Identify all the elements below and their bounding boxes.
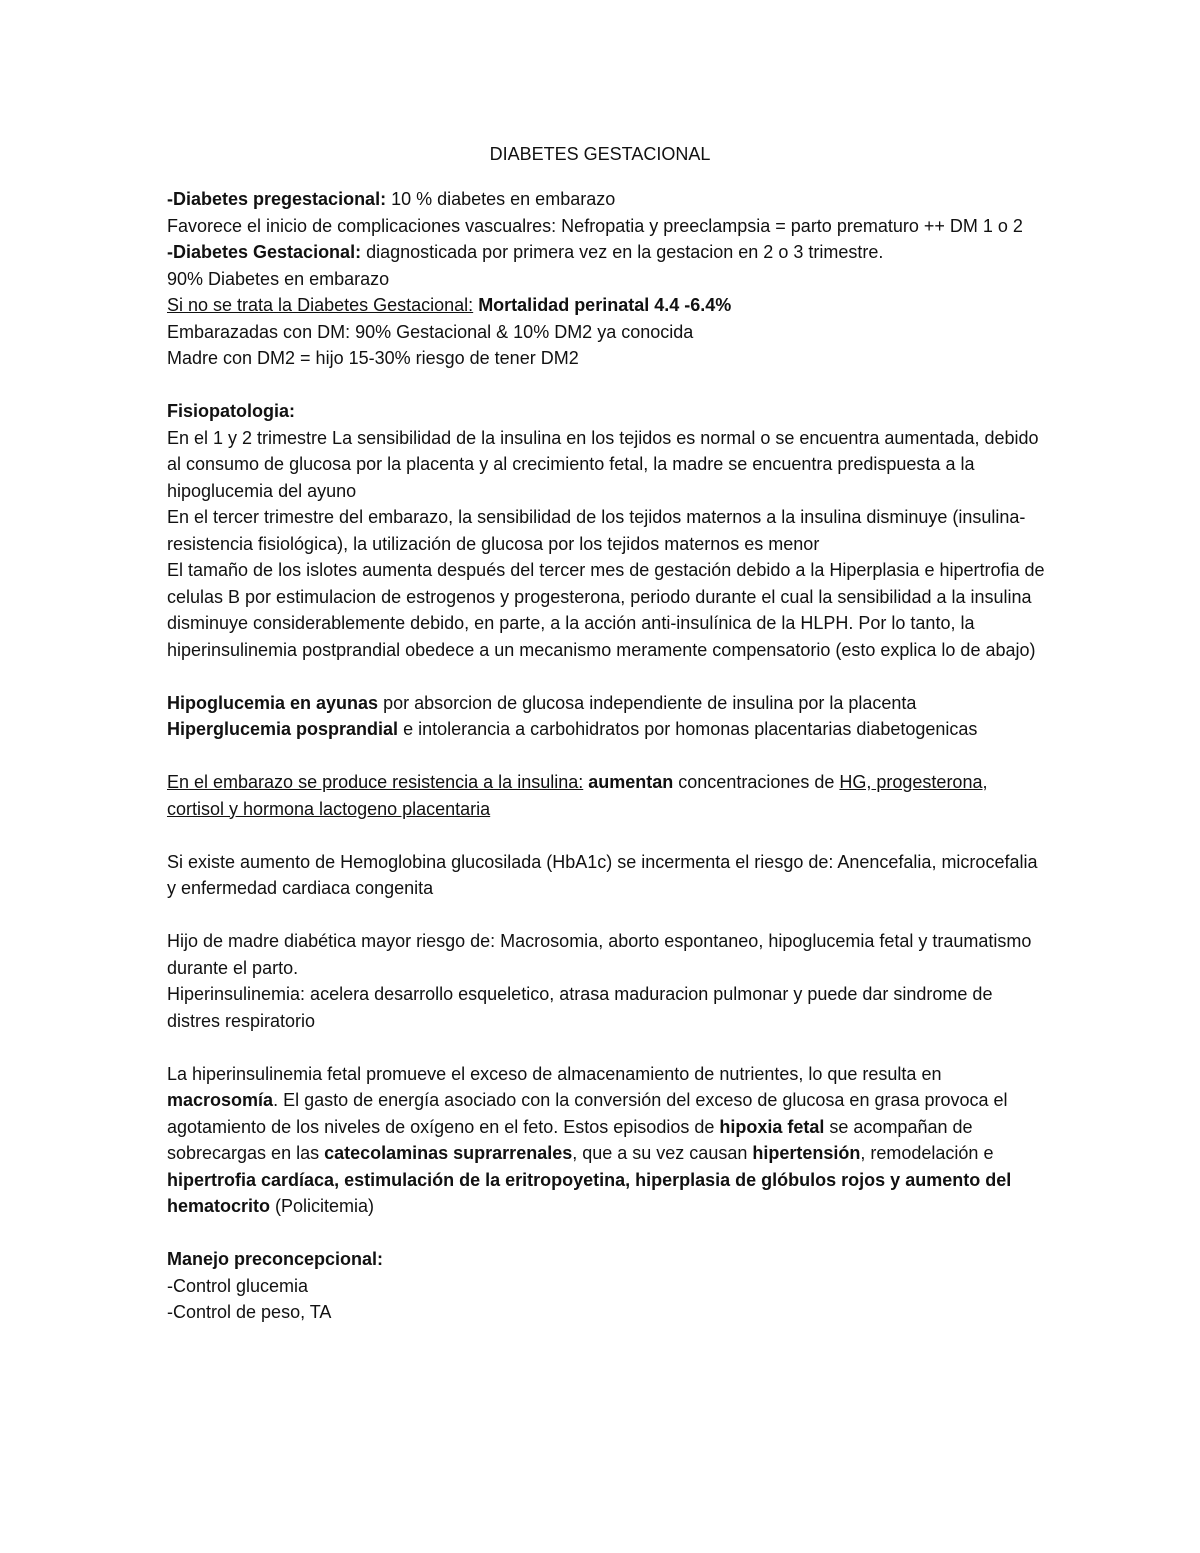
document-body (167, 186, 1047, 1326)
fisiopatologia-heading: Fisiopatologia: (167, 401, 295, 421)
mortalidad-text: Mortalidad perinatal 4.4 -6.4% (478, 295, 732, 315)
spacer (167, 1034, 1047, 1061)
embarazadas-line: Embarazadas con DM: 90% Gestacional & 10% DM2 ya conocida (167, 321, 694, 342)
catecolaminas-text: catecolaminas suprarrenales (324, 1143, 573, 1163)
gestacional-text: diagnosticada por primera vez en la gestacion en 2 o 3 trimestre. (361, 242, 884, 262)
hiperglucemia-label: Hiperglucemia posprandial (167, 719, 399, 739)
fetal-text-g: , que a su vez causan (572, 1143, 753, 1163)
spacer (167, 1220, 1047, 1247)
manejo-heading: Manejo preconcepcional: (167, 1249, 384, 1269)
manejo-item-glucemia: -Control glucemia (167, 1275, 309, 1296)
pregestacional-line (167, 186, 1047, 213)
spacer (167, 663, 1047, 690)
gestacional-line (167, 239, 1047, 266)
resistencia-label: En el embarazo se produce resistencia a la insulina: (167, 772, 584, 792)
mortalidad-line (167, 292, 1047, 319)
spacer (167, 902, 1047, 929)
fisio-paragraph-3: El tamaño de los islotes aumenta después del tercer mes de gestación debido a la Hiperplasia e hipertrofia de celulas B por estimulacion de estrogenos y progesterona, periodo durante el cual la sensibilidad a la insulina disminuye considerablemente debido, en parte, a la acción anti-insulínica de la HLPH. Por lo tanto, la hiperinsulinemia postprandial obedece a un mecanismo meramente compensatorio (esto explica lo de abajo) (167, 560, 1045, 660)
resistencia-paragraph (167, 769, 1047, 822)
hipoglucemia-line (167, 690, 1047, 717)
hiperglucemia-text: e intolerancia a carbohidratos por homonas placentarias diabetogenicas (398, 719, 978, 739)
fetal-text-i: , remodelación e (860, 1143, 994, 1163)
fetal-paragraph (167, 1061, 1047, 1220)
fetal-text-c: . El gasto de energía asociado con la conversión del exceso de glucosa en grasa provoca el agotamiento de los niveles de oxígeno en el feto. Estos episodios de (167, 1090, 1008, 1137)
hipoxia-fetal-text: hipoxia fetal (719, 1116, 825, 1137)
document-title: DIABETES GESTACIONAL (489, 144, 711, 164)
concentraciones-text: concentraciones de (673, 772, 840, 792)
porcentaje-line: 90% Diabetes en embarazo (167, 268, 390, 289)
no-se-trata-label: Si no se trata la Diabetes Gestacional: (167, 295, 474, 315)
complicaciones-line: Favorece el inicio de complicaciones vascualres: Nefropatia y preeclampsia = parto prematuro ++ DM 1 o 2 (167, 215, 1023, 236)
hba1c-paragraph: Si existe aumento de Hemoglobina glucosilada (HbA1c) se incermenta el riesgo de: Anencefalia, microcefalia y enfermedad cardiaca congenita (167, 851, 1038, 898)
hipoglucemia-text: por absorcion de glucosa independiente de insulina por la placenta (378, 692, 917, 713)
hijo-madre-paragraph: Hijo de madre diabética mayor riesgo de: Macrosomia, aborto espontaneo, hipoglucemia fetal y traumatismo durante el parto. (167, 931, 1032, 978)
spacer (167, 372, 1047, 399)
spacer (167, 822, 1047, 849)
hipertrofia-text: hipertrofia cardíaca, estimulación de la eritropoyetina, hiperplasia de glóbulos rojos y aumento del hematocrito (167, 1169, 1012, 1216)
manejo-item-peso: -Control de peso, TA (167, 1302, 332, 1322)
hipertension-text: hipertensión (752, 1143, 861, 1163)
hiperglucemia-line (167, 716, 1047, 743)
pregestacional-text: 10 % diabetes en embarazo (386, 189, 616, 209)
hiperinsulinemia-paragraph: Hiperinsulinemia: acelera desarrollo esqueletico, atrasa maduracion pulmonar y puede dar sindrome de distres respiratorio (167, 984, 993, 1031)
gestacional-label: -Diabetes Gestacional: (167, 242, 362, 262)
fetal-text-a: La hiperinsulinemia fetal promueve el exceso de almacenamiento de nutrientes, lo que resulta en (167, 1063, 942, 1084)
fisio-paragraph-2: En el tercer trimestre del embarazo, la sensibilidad de los tejidos maternos a la insulina disminuye (insulina-resistencia fisiológica), la utilización de glucosa por los tejidos maternos es menor (167, 507, 1026, 554)
macrosomia-text: macrosomía (167, 1090, 274, 1110)
hipoglucemia-label: Hipoglucemia en ayunas (167, 692, 379, 713)
hormonas-text: HG, progesterona, cortisol y hormona lactogeno placentaria (167, 772, 988, 819)
fetal-text-e: se acompañan de sobrecargas en las (167, 1116, 973, 1163)
policitemia-text: (Policitemia) (270, 1196, 375, 1216)
aumentan-text: aumentan (588, 772, 674, 792)
spacer (167, 743, 1047, 770)
fisio-paragraph-1: En el 1 y 2 trimestre La sensibilidad de la insulina en los tejidos es normal o se encuentra aumentada, debido al consumo de glucosa por la placenta y al crecimiento fetal, la madre se encuentra predispuesta a la hipoglucemia del ayuno (167, 427, 1039, 501)
madre-dm2-line: Madre con DM2 = hijo 15-30% riesgo de tener DM2 (167, 348, 579, 368)
pregestacional-label: -Diabetes pregestacional: (167, 189, 387, 209)
